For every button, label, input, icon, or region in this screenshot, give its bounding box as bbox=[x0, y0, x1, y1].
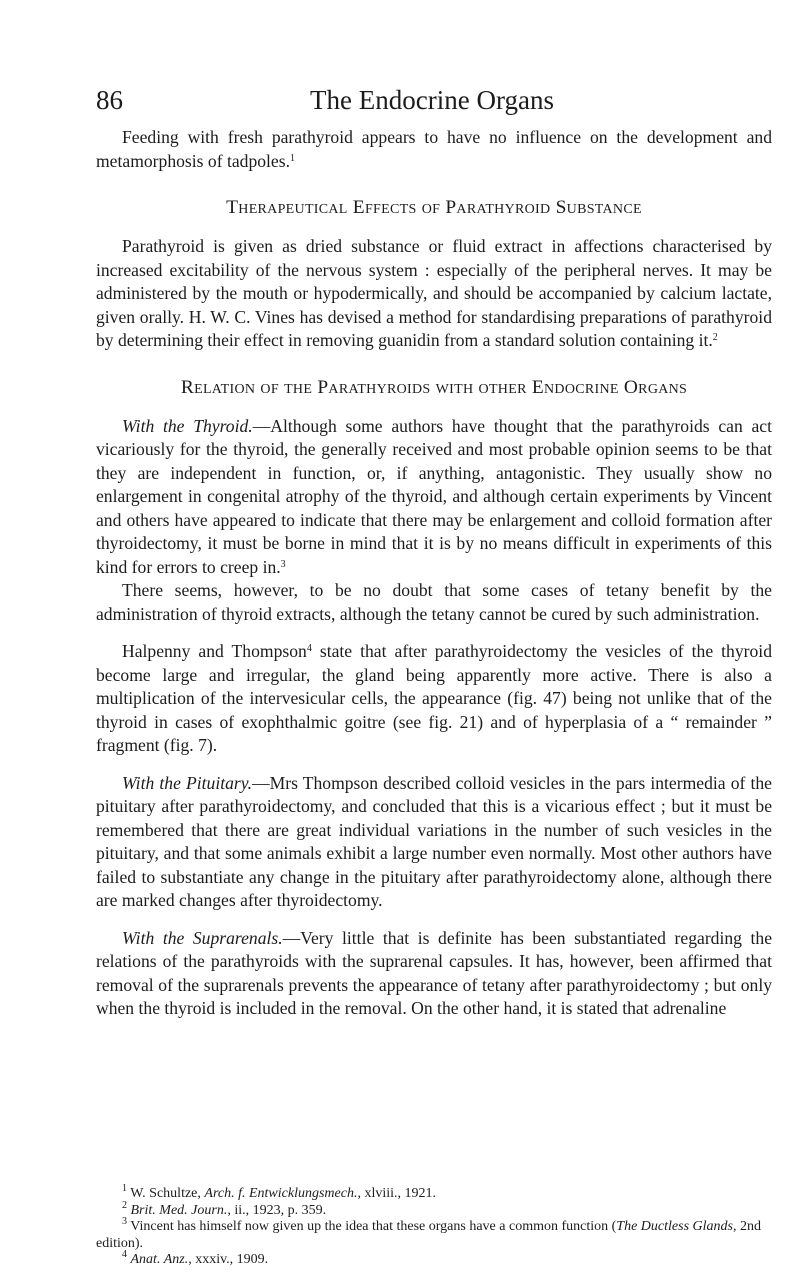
paragraph-feeding: Feeding with fresh parathyroid appears to have no influence on the development and metamorphosis of tadpoles.$^1$ bbox=[96, 127, 772, 171]
paragraph-suprarenals: With the Suprarenals.—Very little that is definite has been substantiated regarding the relations of the parathyroids with the suprarenal capsules. It has, however, been affirmed that removal of the suprarenals prevents the appearance of tetany after parathyroidectomy ; but only when the thyroid is included in the removal. On the other hand, it is stated that adrenaline bbox=[96, 927, 773, 1018]
subheading-suprarenals: With the Suprarenals. bbox=[122, 927, 283, 948]
footnote-ref-1: 1 bbox=[290, 152, 295, 164]
footnote-ref-4: 4 bbox=[306, 643, 312, 654]
subheading-thyroid: With the Thyroid. bbox=[122, 415, 253, 436]
paragraph-tetany: There seems, however, to be no doubt that some cases of tetany benefit by the administration of thyroid extracts, although the tetany cannot be cured by such administration. bbox=[96, 580, 772, 624]
footnote-3: $^3$ Vincent has himself now given up the idea that these organs have a common function (The Ductless Glands, 2nd edition). bbox=[96, 1216, 761, 1251]
body-text bbox=[96, 126, 772, 1021]
paragraph-halpenny: Halpenny and Thompson$^4$ state that after parathyroidectomy the vesicles of the thyroid become large and irregular, the gland being apparently more active. There is also a multiplication of the intervesicular cells, the appearance (fig. 47) being not unlike that of the thyroid in cases of exophthalmic goitre (see fig. 21) and of hyperplasia of a “ remainder ” fragment (fig. 7). bbox=[96, 641, 772, 755]
footnote-2: $^2$ Brit. Med. Journ., ii., 1923, p. 359. bbox=[122, 1199, 327, 1218]
paragraph-pituitary: With the Pituitary.—Mrs Thompson described colloid vesicles in the pars intermedia of the pituitary after parathyroidectomy, and concluded that this is a vicarious effect ; but it must be remembered that there are great individual variations in the number of such vesicles in the pituitary, and that some animals exhibit a large number even normally. Most other authors have failed to substantiate any change in the pituitary after parathyroidectomy alone, although there are marked changes after thyroidectomy. bbox=[96, 772, 772, 910]
footnote-ref-3: 3 bbox=[280, 558, 286, 570]
page-header bbox=[96, 84, 768, 124]
footnote-4: $^4$ Anat. Anz., xxxiv., 1909. bbox=[122, 1249, 269, 1268]
page-number: 86 bbox=[96, 85, 123, 115]
footnotes bbox=[96, 1183, 772, 1269]
paragraph-therapeutic: Parathyroid is given as dried substance or fluid extract in affections characterised by increased excitability of the nervous system : especially of the peripheral nerves. It may be administered by the mouth or hypodermically, and should be accompanied by calcium lactate, given orally. H. W. C. Vines has devised a method for standardising preparations of parathyroid by determining their effect in removing guanidin from a standard solution containing it.$^2$ bbox=[96, 236, 772, 350]
subheading-pituitary: With the Pituitary. bbox=[122, 772, 252, 793]
running-title: The Endocrine Organs bbox=[310, 85, 554, 115]
heading-relation-endocrine: Relation of the Parathyroids with other Endocrine Organs bbox=[180, 376, 688, 398]
paragraph-thyroid: With the Thyroid.—Although some authors have thought that the parathyroids can act vicariously for the thyroid, the generally received and most probable opinion seems to be that they are independent in function, or, if anything, antagonistic. They usually show no enlargement in congenital atrophy of the thyroid, and although certain experiments by Vincent and others have appeared to indicate that there may be enlargement and colloid formation after thyroidectomy, it must be borne in mind that it is by no means difficult in experiments of this kind for errors to creep in.$^3$ bbox=[96, 415, 772, 577]
footnote-1: $^1$ W. Schultze, Arch. f. Entwicklungsmech., xlviii., 1921. bbox=[122, 1183, 437, 1201]
footnote-ref-2: 2 bbox=[712, 332, 718, 343]
heading-therapeutic-effects: Therapeutical Effects of Parathyroid Substance bbox=[226, 197, 642, 218]
